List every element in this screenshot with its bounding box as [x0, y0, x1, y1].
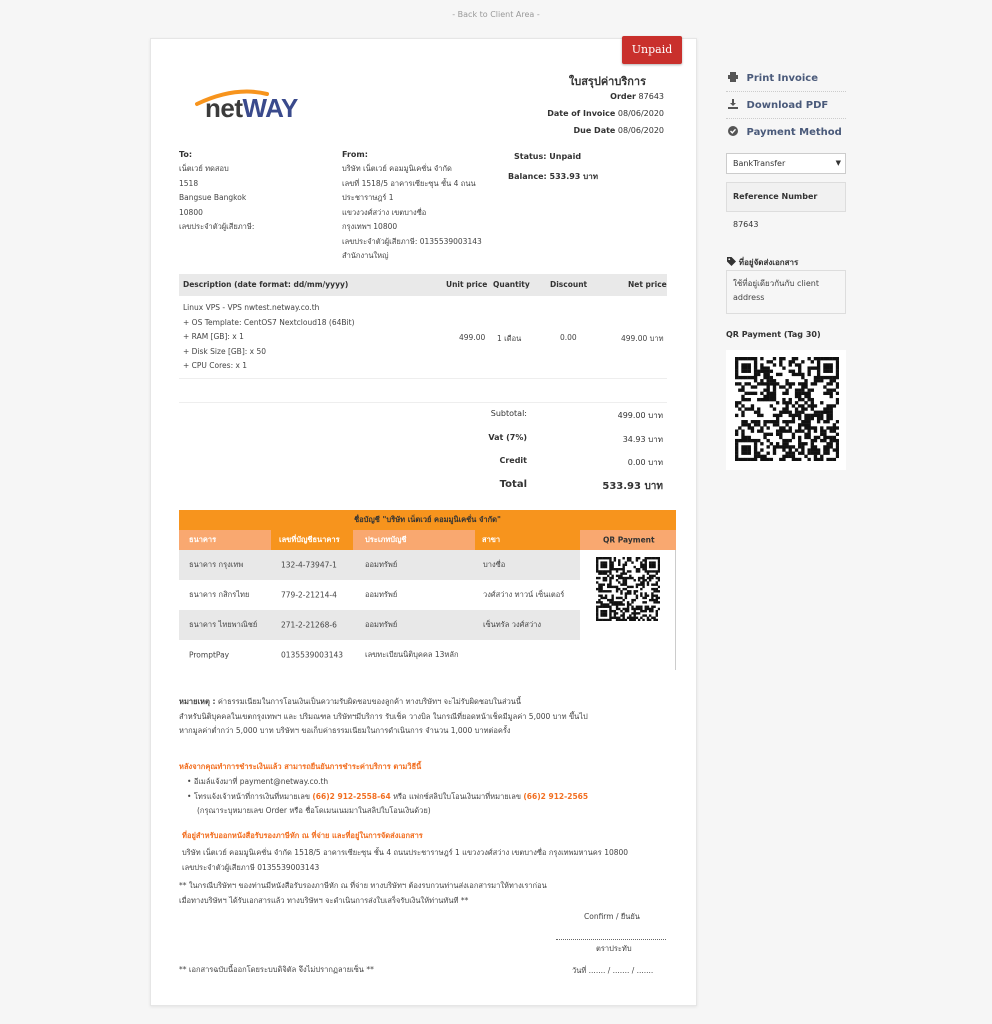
confirm-fax: (66)2 912-2565 — [523, 791, 589, 801]
logo-part1: net — [205, 93, 243, 123]
remark-label: หมายเหตุ : — [179, 697, 216, 706]
items-table-header — [179, 274, 667, 296]
item-desc-line: + OS Template: CentOS7 Nextcloud18 (64Bit) — [183, 317, 355, 327]
download-icon — [728, 99, 738, 109]
bank-row — [179, 550, 580, 580]
bank-qr-code — [596, 557, 660, 621]
date-row — [547, 109, 664, 118]
account-no: 0135539003143 — [281, 650, 344, 660]
bank-table-title: ชื่อบัญชี "บริษัท เน็ตเวย์ คอมมูนิเคชั่น จำกัด" — [179, 510, 676, 530]
vat-value: 34.93 บาท — [622, 435, 663, 444]
reference-number-box — [726, 182, 846, 229]
branch: เซ็นทรัล วงศ์สว่าง — [483, 620, 542, 629]
status-row — [514, 152, 581, 161]
item-desc-line: + RAM [GB]: x 1 — [183, 332, 244, 341]
due-label: Due Date — [573, 126, 616, 135]
tax-address-block — [182, 846, 677, 875]
status-value: Unpaid — [549, 152, 582, 161]
order-row — [610, 92, 664, 101]
hdr-branch: สาขา — [482, 535, 501, 544]
payment-select-value: BankTransfer — [733, 159, 786, 168]
remark-line: สำหรับนิติบุคคลในเขตกรุงเทพฯ และ ปริมณฑล บริษัทฯมีบริการ รับเช็ค วางบิล ในกรณีที่ยอดหน้าเช็คมีมูลค่า 5,000 บาท ขึ้นไป — [179, 711, 588, 721]
date-value: 08/06/2020 — [617, 109, 664, 118]
account-type: ออมทรัพย์ — [365, 620, 398, 629]
bank-row — [179, 580, 580, 610]
remark-text: ค่าธรรมเนียมในการโอนเงินเป็นความรับผิดชอบของลูกค้า ทางบริษัทฯ จะไม่รับผิดชอบในส่วนนี้ — [217, 697, 522, 706]
confirm-phone: (66)2 912-2558-64 — [312, 791, 391, 801]
from-line: ประชาราษฎร์ 1 — [342, 193, 394, 202]
qr-payment-heading: QR Payment (Tag 30) — [726, 330, 821, 339]
payment-method-link[interactable] — [728, 126, 842, 138]
digital-doc-note: ** เอกสารฉบับนี้ออกโดยระบบดิจิตัล จึงไม่ปรากฏลายเซ็น ** — [179, 965, 374, 974]
confirm-heading: หลังจากคุณทำการชำระเงินแล้ว สามารถยืนยันการชำระค่าบริการ ตามวิธีนี้ — [179, 762, 422, 771]
balance-label: Balance: — [508, 172, 547, 181]
remark-block — [179, 695, 679, 739]
confirm-phone-text: โทรแจ้งเจ้าหน้าที่การเงินที่หมายเลข — [193, 791, 310, 801]
due-row — [574, 126, 665, 135]
chevron-down-icon: ▼ — [835, 159, 841, 167]
divider — [726, 118, 846, 119]
item-desc-line: + CPU Cores: x 1 — [183, 361, 248, 370]
tax-address-line: บริษัท เน็ตเวย์ คอมมูนิเคชั่น จำกัด 1518/5 อาคารเซียะซุน ชั้น 4 ถนนประชาราษฎร์ 1 แขวงวงศ์สว่าง เขตบางซื่อ กรุงเทพมหานคร 10800 — [182, 848, 629, 857]
order-label: Order — [610, 92, 636, 101]
due-value: 08/06/2020 — [617, 126, 664, 135]
check-circle-icon — [728, 126, 738, 136]
from-block — [342, 150, 482, 264]
tax-note-line: ** ในกรณีบริษัทฯ ของท่านมีหนังสือรับรองภาษีหัก ณ ที่จ่าย ทางบริษัทฯ ต้องรบกวนท่านส่งเอกสารมาให้ทางเราก่อน — [179, 881, 547, 890]
col-description: Description (date format: dd/mm/yyyy) — [183, 280, 349, 289]
to-line: Bangsue Bangkok — [179, 193, 247, 202]
account-no: 779-2-21214-4 — [281, 590, 337, 600]
confirm-note: (กรุณาระบุหมายเลข Order หรือ ชื่อโดเมนเนมมาในสลิปใบโอนเงินด้วย) — [197, 806, 431, 815]
invoice-title: ใบสรุปค่าบริการ — [568, 75, 646, 88]
credit-value: 0.00 บาท — [627, 458, 663, 467]
logo-text — [205, 93, 298, 124]
account-type: ออมทรัพย์ — [365, 590, 398, 599]
printer-icon — [728, 72, 738, 82]
address-heading-text: ที่อยู่จัดส่งเอกสาร — [738, 258, 799, 267]
hdr-qr: QR Payment — [603, 535, 655, 545]
to-block — [179, 150, 254, 235]
to-line: เลขประจำตัวผู้เสียภาษี: — [179, 222, 255, 231]
item-discount: 0.00 — [560, 333, 577, 342]
bank-name: ธนาคาร กรุงเทพ — [189, 560, 244, 569]
address-heading — [727, 256, 798, 269]
from-line: เลขที่ 1518/5 อาคารเซียะซุน ชั้น 4 ถนน — [342, 178, 476, 188]
from-line: สำนักงานใหญ่ — [342, 251, 389, 260]
tax-address-heading: ที่อยู่สำหรับออกหนังสือรับรองภาษีหัก ณ ที่จ่าย และที่อยู่ในการจัดส่งเอกสาร — [182, 831, 423, 840]
from-line: แขวงวงศ์สว่าง เขตบางซื่อ — [342, 207, 427, 217]
confirm-bullet: • โทรแจ้งเจ้าหน้าที่การเงินที่หมายเลข (66)2 912-2558-64 หรือ แฟกซ์สลิปใบโอนเงินมาที่หมายเลข (66)2 912-2565 — [187, 791, 589, 801]
item-description — [183, 301, 355, 374]
item-desc-line: + Disk Size [GB]: x 50 — [183, 346, 267, 356]
date-field: วันที่ ....... / ....... / ....... — [572, 966, 654, 975]
to-label: To: — [179, 150, 193, 159]
balance-value: 533.93 บาท — [549, 172, 598, 181]
col-discount: Discount — [550, 280, 588, 289]
account-no: 271-2-21268-6 — [281, 620, 337, 630]
col-unit-price: Unit price — [446, 280, 488, 289]
divider — [179, 402, 667, 403]
item-quantity: 1 เดือน — [497, 334, 522, 343]
bank-row — [179, 610, 580, 640]
download-pdf-label: Download PDF — [746, 100, 829, 111]
vat-label: Vat (7%) — [488, 433, 527, 442]
tag-icon — [727, 257, 736, 266]
confirm-signature-label: Confirm / ยืนยัน — [584, 912, 640, 921]
to-line: เน็ตเวย์ ทดสอบ — [179, 164, 229, 173]
print-invoice-label: Print Invoice — [746, 73, 818, 84]
download-pdf-link[interactable] — [728, 99, 828, 111]
tax-address-line: เลขประจำตัวผู้เสียภาษี 0135539003143 — [182, 862, 320, 872]
bank-name: ธนาคาร กสิกรไทย — [189, 590, 250, 599]
payment-method-select[interactable] — [726, 153, 846, 174]
total-label: Total — [499, 479, 527, 490]
balance-row — [508, 170, 598, 183]
to-line: 1518 — [179, 178, 199, 188]
confirm-fax-text: หรือ แฟกซ์สลิปใบโอนเงินมาที่หมายเลข — [393, 791, 521, 801]
item-desc-line: Linux VPS - VPS nwtest.netway.co.th — [183, 303, 320, 312]
account-no: 132-4-73947-1 — [281, 560, 337, 570]
item-net-price: 499.00 บาท — [621, 334, 664, 343]
reference-value: 87643 — [733, 220, 759, 229]
remark-line — [179, 695, 679, 710]
from-line: เลขประจำตัวผู้เสียภาษี: 0135539003143 — [342, 236, 482, 246]
address-box: ใช้ที่อยู่เดียวกันกับ client address — [726, 270, 846, 314]
stamp-label: ตราประทับ — [596, 944, 632, 953]
from-line: กรุงเทพฯ 10800 — [342, 222, 398, 231]
branch: วงศ์สว่าง ทาวน์ เซ็นเตอร์ — [483, 590, 565, 599]
credit-label: Credit — [499, 456, 527, 465]
bank-table-header — [179, 530, 676, 550]
branch: บางซื่อ — [483, 560, 506, 569]
bank-name: PromptPay — [189, 650, 230, 660]
logo-part2: WAY — [242, 93, 298, 123]
bank-name: ธนาคาร ไทยพาณิชย์ — [189, 620, 258, 629]
divider — [179, 378, 667, 379]
hdr-account-no: เลขที่บัญชีธนาคาร — [279, 535, 340, 544]
print-invoice-link[interactable] — [728, 72, 818, 84]
confirm-list — [187, 775, 677, 819]
date-label: Date of Invoice — [547, 109, 616, 118]
item-unit-price: 499.00 — [459, 333, 486, 342]
status-label: Status: — [514, 152, 547, 161]
col-quantity: Quantity — [493, 280, 530, 289]
divider — [675, 550, 676, 670]
order-value: 87643 — [638, 92, 664, 101]
reference-label: Reference Number — [733, 192, 818, 201]
from-line: บริษัท เน็ตเวย์ คอมมูนิเคชั่น จำกัด — [342, 164, 452, 173]
divider — [726, 91, 846, 92]
back-to-client-area-link[interactable]: - Back to Client Area - — [452, 10, 540, 19]
tax-note-line: เมื่อทางบริษัทฯ ได้รับเอกสารแล้ว ทางบริษัทฯ จะดำเนินการส่งใบเสร็จรับเงินให้ท่านทันที ** — [179, 895, 469, 905]
remark-line: หากมูลค่าต่ำกว่า 5,000 บาท บริษัทฯ ขอเก็บค่าธรรมเนียมในการดำเนินการ จำนวน 1,000 บาทต่อครั้ง — [179, 726, 511, 735]
confirm-bullet: • อีเมล์แจ้งมาที่ payment@netway.co.th — [187, 777, 329, 786]
hdr-bank: ธนาคาร — [189, 535, 217, 544]
payment-method-label: Payment Method — [746, 127, 842, 138]
account-type: เลขทะเบียนนิติบุคคล 13หลัก — [365, 650, 459, 659]
bank-row — [179, 640, 580, 670]
signature-line — [556, 939, 666, 940]
from-label: From: — [342, 150, 368, 159]
to-line: 10800 — [179, 207, 203, 217]
col-net-price: Net price — [628, 280, 667, 289]
sidebar-qr-code — [735, 357, 839, 461]
subtotal-label: Subtotal: — [490, 409, 527, 418]
account-type: ออมทรัพย์ — [365, 560, 398, 569]
tax-note-block — [179, 879, 679, 908]
subtotal-value: 499.00 บาท — [617, 411, 663, 420]
status-ribbon: Unpaid — [622, 36, 682, 64]
confirm-email: อีเมล์แจ้งมาที่ payment@netway.co.th — [193, 777, 329, 786]
total-value: 533.93 บาท — [602, 481, 663, 492]
hdr-account-type: ประเภทบัญชี — [365, 535, 407, 544]
